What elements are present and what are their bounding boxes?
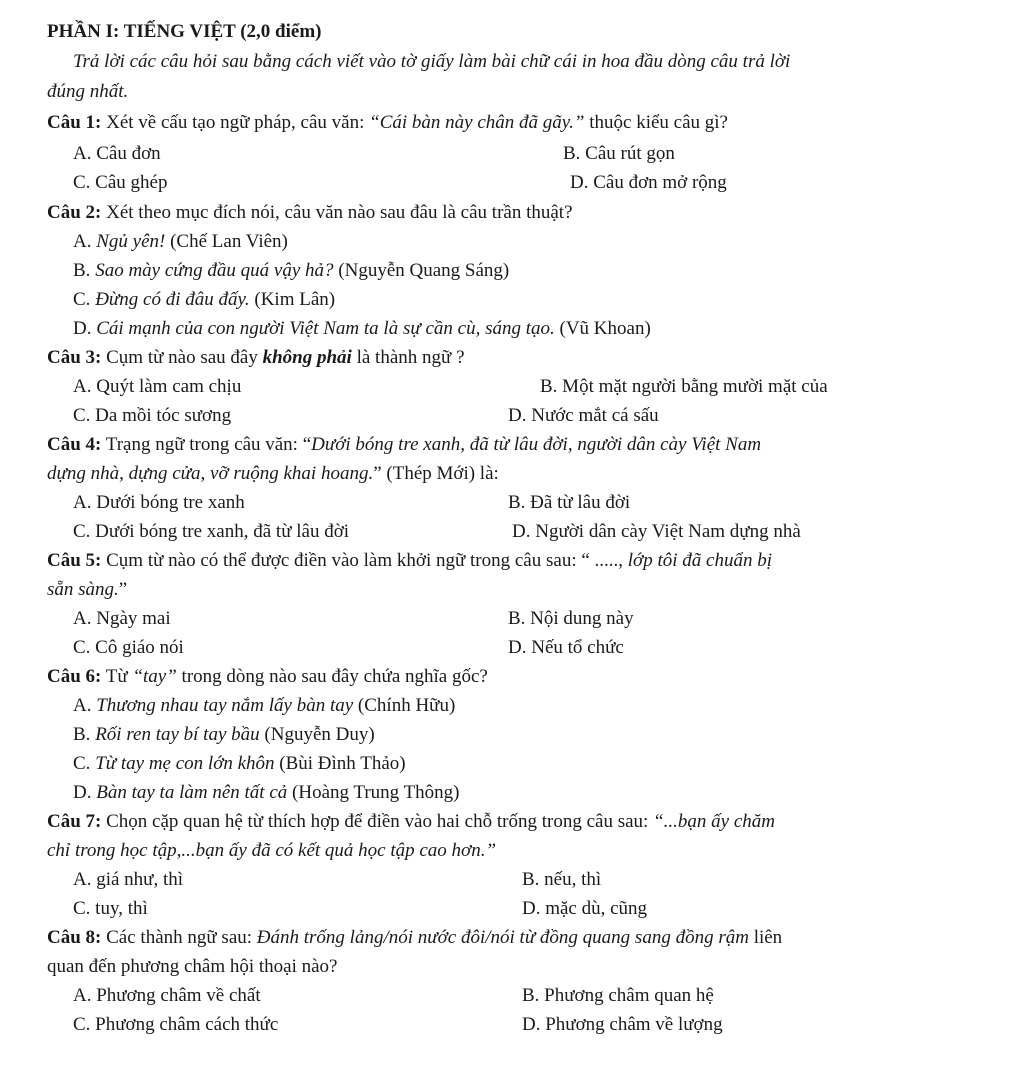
question-4: Câu 4: Trạng ngữ trong câu văn: “Dưới bóng tre xanh, đã từ lâu đời, người dân cày Việt Nam: [47, 434, 762, 455]
question-4-label: Câu 4:: [47, 434, 102, 455]
q2-option-c: C. Đừng có đi đâu đấy. (Kim Lân): [73, 289, 336, 310]
q2-option-b: B. Sao mày cứng đầu quá vậy hả? (Nguyễn Quang Sáng): [73, 260, 510, 281]
question-3-label: Câu 3:: [47, 347, 102, 368]
q8-option-c: C. Phương châm cách thức: [73, 1014, 279, 1035]
question-4-line-2: dựng nhà, dựng cửa, vỡ ruộng khai hoang.” (Thép Mới) là:: [47, 463, 499, 484]
q5-option-c: C. Cô giáo nói: [73, 637, 184, 658]
question-1-quote: “Cái bàn này chân đã gãy.”: [369, 112, 585, 133]
q8-option-a: A. Phương châm về chất: [73, 985, 261, 1006]
instruction-line-1: Trả lời các câu hỏi sau bằng cách viết vào tờ giấy làm bài chữ cái in hoa đầu dòng câu trả lời: [73, 51, 791, 72]
question-8: Câu 8: Các thành ngữ sau: Đánh trống lảng/nói nước đôi/nói từ đồng quang sang đồng rậm liên: [47, 927, 783, 948]
question-6-label: Câu 6:: [47, 666, 102, 687]
question-5: Câu 5: Cụm từ nào có thể được điền vào làm khởi ngữ trong câu sau: “ ....., lớp tôi đã chuẩn bị: [47, 550, 772, 571]
q4-option-c: C. Dưới bóng tre xanh, đã từ lâu đời: [73, 521, 350, 542]
q5-option-d: D. Nếu tổ chức: [508, 637, 624, 658]
q2-option-d: D. Cái mạnh của con người Việt Nam ta là sự cần cù, sáng tạo. (Vũ Khoan): [73, 318, 651, 339]
question-5-line-2: sẵn sàng.”: [47, 579, 128, 600]
q7-option-a: A. giá như, thì: [73, 869, 184, 890]
question-3-emphasis: không phải: [262, 347, 352, 368]
question-2-label: Câu 2:: [47, 202, 102, 223]
q4-option-b: B. Đã từ lâu đời: [508, 492, 631, 513]
question-3: Câu 3: Cụm từ nào sau đây không phải là thành ngữ ?: [47, 347, 465, 368]
question-2: Câu 2: Xét theo mục đích nói, câu văn nào sau đâu là câu trần thuật?: [47, 202, 573, 223]
q8-option-b: B. Phương châm quan hệ: [522, 985, 714, 1006]
question-6: Câu 6: Từ “tay” trong dòng nào sau đây chứa nghĩa gốc?: [47, 666, 488, 687]
q7-option-b: B. nếu, thì: [522, 869, 602, 890]
q3-option-d: D. Nước mắt cá sấu: [508, 405, 659, 426]
q4-option-a: A. Dưới bóng tre xanh: [73, 492, 245, 513]
q1-option-d: D. Câu đơn mở rộng: [570, 172, 727, 193]
q1-option-b: B. Câu rút gọn: [563, 143, 675, 164]
question-5-label: Câu 5:: [47, 550, 102, 571]
question-1: Câu 1: Xét về cấu tạo ngữ pháp, câu văn: “Cái bàn này chân đã gãy.” thuộc kiểu câu gì?: [47, 112, 728, 133]
q1-option-a: A. Câu đơn: [73, 143, 161, 164]
q8-option-d: D. Phương châm về lượng: [522, 1014, 723, 1035]
q7-option-d: D. mặc dù, cũng: [522, 898, 648, 919]
q1-option-c: C. Câu ghép: [73, 172, 168, 193]
q6-option-d: D. Bàn tay ta làm nên tất cả (Hoàng Trung Thông): [73, 782, 460, 803]
q6-option-b: B. Rối ren tay bí tay bầu (Nguyễn Duy): [73, 724, 375, 745]
section-title: PHẦN I: TIẾNG VIỆT (2,0 điểm): [47, 21, 322, 42]
instruction-line-2: đúng nhất.: [47, 81, 129, 102]
q3-option-a: A. Quýt làm cam chịu: [73, 376, 242, 397]
question-8-label: Câu 8:: [47, 927, 102, 948]
question-8-line-2: quan đến phương châm hội thoại nào?: [47, 956, 338, 977]
q2-option-a: A. Ngủ yên! (Chế Lan Viên): [73, 231, 288, 252]
q6-option-a: A. Thương nhau tay nắm lấy bàn tay (Chính Hữu): [73, 695, 456, 716]
q5-option-b: B. Nội dung này: [508, 608, 634, 629]
q3-option-c: C. Da mồi tóc sương: [73, 405, 232, 426]
q7-option-c: C. tuy, thì: [73, 898, 148, 919]
question-7-line-2: chỉ trong học tập,...bạn ấy đã có kết quả học tập cao hơn.”: [47, 840, 497, 861]
question-7-label: Câu 7:: [47, 811, 102, 832]
question-1-label: Câu 1:: [47, 112, 102, 133]
q5-option-a: A. Ngày mai: [73, 608, 171, 629]
q6-option-c: C. Từ tay mẹ con lớn khôn (Bùi Đình Thảo): [73, 753, 406, 774]
q4-option-d: D. Người dân cày Việt Nam dựng nhà: [512, 521, 801, 542]
question-7: Câu 7: Chọn cặp quan hệ từ thích hợp để điền vào hai chỗ trống trong câu sau: “...bạn ấy chăm: [47, 811, 775, 832]
q3-option-b: B. Một mặt người bằng mười mặt của: [540, 376, 828, 397]
